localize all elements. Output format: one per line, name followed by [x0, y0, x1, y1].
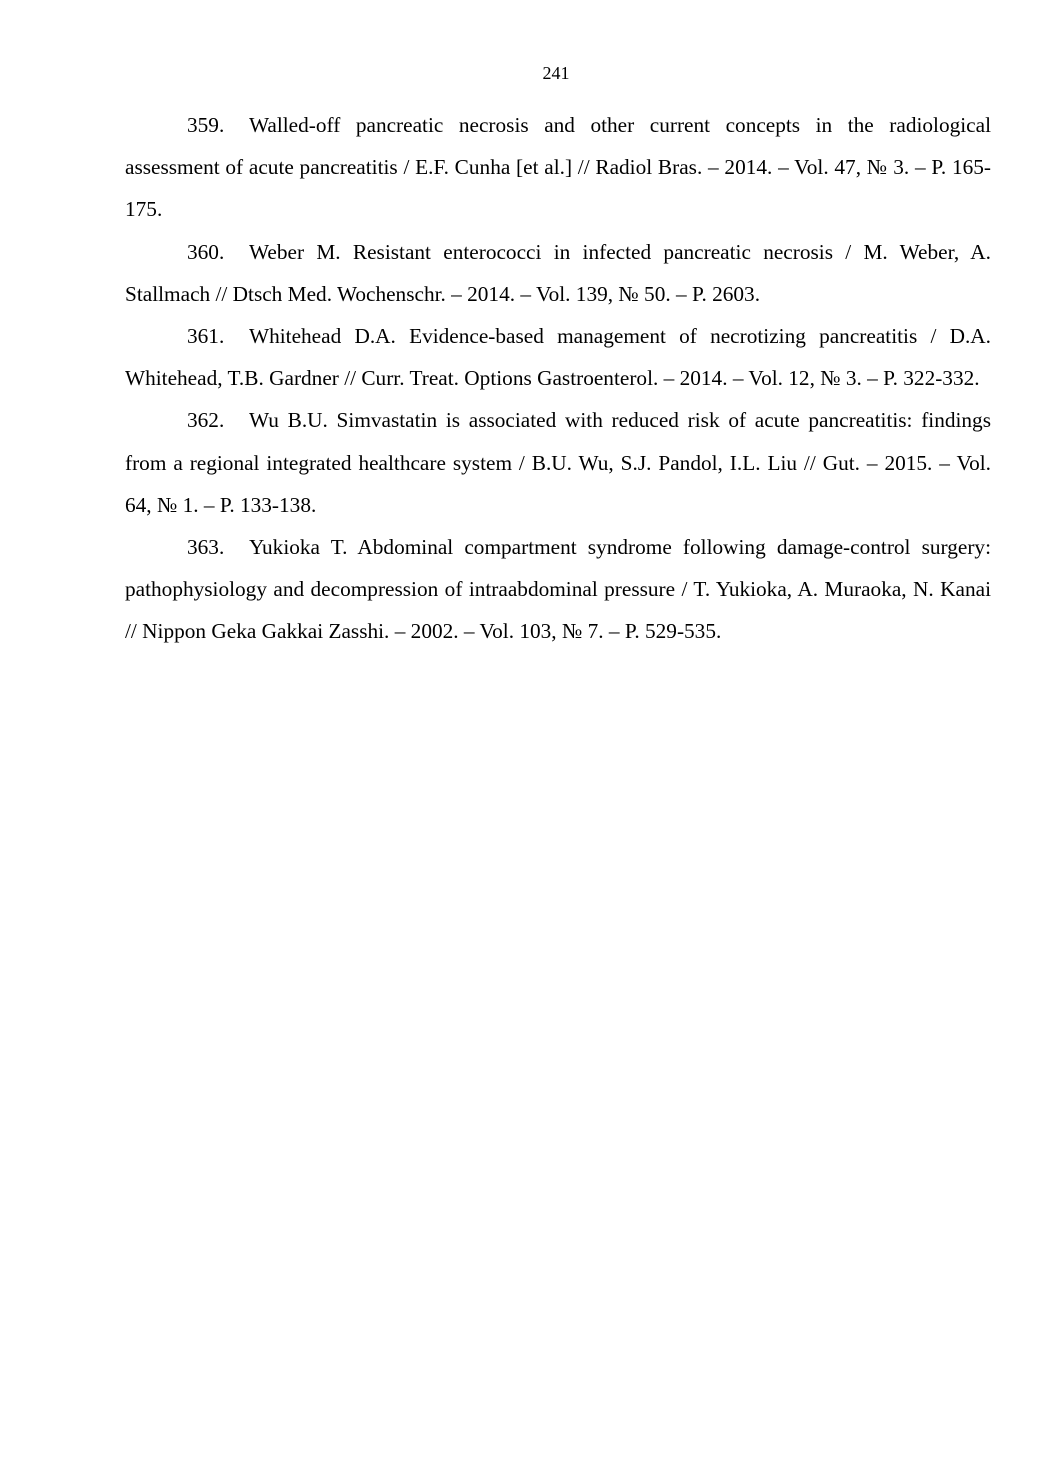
reference-number: 359.	[187, 113, 225, 137]
reference-item	[125, 315, 991, 399]
reference-text: Wu B.U. Simvastatin is associated with reduced risk of acute pancreatitis: findings from a regional integrated healthcare system / B.U. Wu, S.J. Pandol, I.L. Liu // Gut. – 2015. – Vol. 64, № 1. – P. 133-138.	[125, 408, 991, 517]
page-number: 241	[542, 63, 570, 83]
reference-item	[125, 526, 991, 653]
reference-list	[125, 104, 991, 653]
reference-item	[125, 231, 991, 315]
reference-text: Weber M. Resistant enterococci in infected pancreatic necrosis / M. Weber, A. Stallmach // Dtsch Med. Wochenschr. – 2014. – Vol. 139, № 50. – P. 2603.	[125, 239, 991, 306]
reference-number: 361.	[187, 324, 225, 349]
reference-number: 360.	[187, 239, 225, 264]
reference-number: 362.	[187, 408, 225, 433]
reference-number: 363.	[187, 535, 225, 560]
reference-item	[125, 104, 991, 231]
reference-text: Walled-off pancreatic necrosis and other current concepts in the radiological assessment of acute pancreatitis / E.F. Cunha [et al.] // Radiol Bras. – 2014. – Vol. 47, № 3. – P. 165-175.	[125, 113, 991, 222]
reference-text: Whitehead D.A. Evidence-based management of necrotizing pancreatitis / D.A. Whitehead, T.B. Gardner // Curr. Treat. Options Gastroenterol. – 2014. – Vol. 12, № 3. – P. 322-332.	[125, 324, 991, 391]
reference-item	[125, 399, 991, 526]
reference-text: Yukioka T. Abdominal compartment syndrome following damage-control surgery: pathophysiology and decompression of intraabdominal pressure / T. Yukioka, A. Muraoka, N. Kanai // Nippon Geka Gakkai Zasshi. – 2002. – Vol. 103, № 7. – P. 529-535.	[125, 535, 991, 644]
